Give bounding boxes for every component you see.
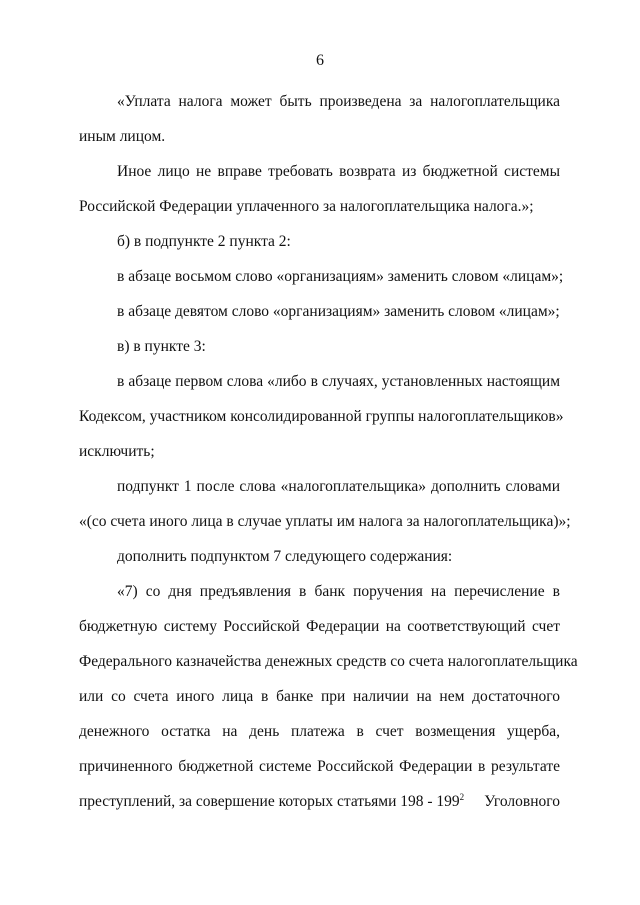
text-line-13: «(со счета иного лица в случае уплаты им налога за налогоплательщика)»; (79, 513, 571, 530)
text-line-19: денежного остатка на день платежа в счет возмещения ущерба, (79, 723, 560, 740)
text-line-17: Федерального казначейства денежных средств со счета налогоплательщика (79, 653, 578, 670)
text-line-4: Российской Федерации уплаченного за налогоплательщика налога.»; (79, 198, 534, 215)
text-line-10: Кодексом, участником консолидированной группы налогоплательщиков» (79, 408, 564, 425)
text-line-21 (79, 792, 560, 812)
text-line-1: «Уплата налога может быть произведена за налогоплательщика (117, 93, 560, 110)
text-line-15: «7) со дня предъявления в банк поручения на перечисление в (117, 583, 560, 600)
text-line-6: в абзаце восьмом слово «организациям» заменить словом «лицам»; (117, 268, 564, 285)
page-number: 6 (316, 52, 324, 69)
text-line-11: исключить; (79, 443, 155, 460)
text-line-14: дополнить подпунктом 7 следующего содержания: (117, 548, 453, 565)
text-line-18: или со счета иного лица в банке при наличии на нем достаточного (79, 688, 560, 705)
text-line-9: в абзаце первом слова «либо в случаях, установленных настоящим (117, 373, 560, 390)
text-line-16: бюджетную систему Российской Федерации на соответствующий счет (79, 618, 560, 635)
text-line-2: иным лицом. (79, 128, 166, 145)
text-line-8: в) в пункте 3: (117, 338, 206, 355)
text-line-7: в абзаце девятом слово «организациям» заменить словом «лицам»; (117, 303, 560, 320)
text-line-21-main: преступлений, за совершение которых статьями $198 - 199^2$ (79, 792, 465, 810)
text-line-3: Иное лицо не вправе требовать возврата из бюджетной системы (117, 163, 560, 180)
text-line-12: подпункт 1 после слова «налогоплательщика» дополнить словами (117, 478, 560, 495)
superscript-mark: 2 (459, 792, 465, 802)
text-line-5: б) в подпункте 2 пункта 2: (117, 233, 291, 250)
text-line-21-end: Уголовного (484, 793, 560, 810)
text-line-20: причиненного бюджетной системе Российской Федерации в результате (79, 758, 560, 775)
